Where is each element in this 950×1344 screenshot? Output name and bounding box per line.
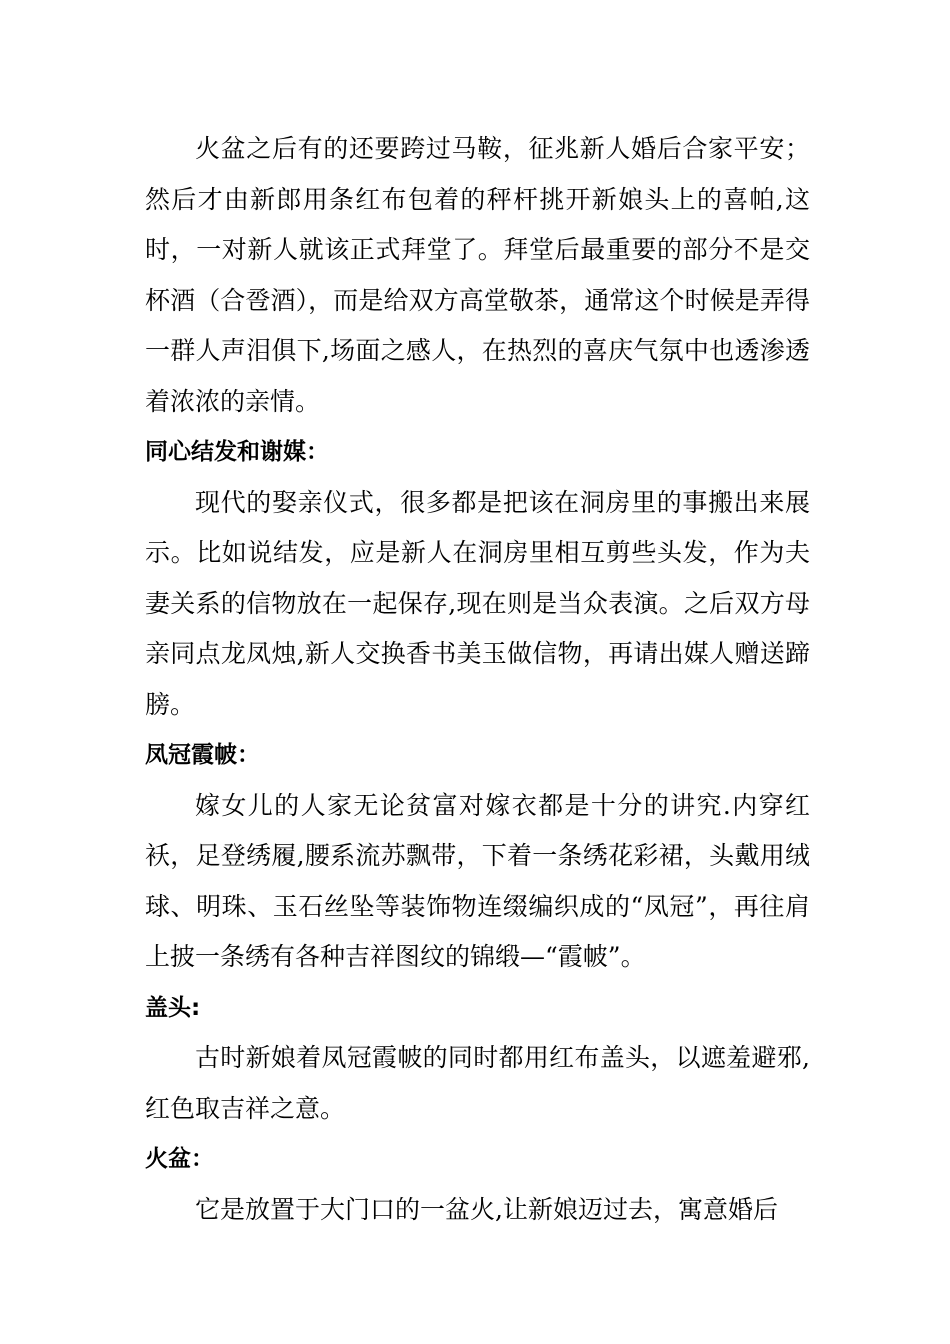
paragraph-fire-basin: 它是放置于大门口的一盆火,让新娘迈过去，寓意婚后 bbox=[195, 1194, 778, 1224]
heading-veil: 盖头: bbox=[145, 994, 201, 1021]
paragraph-veil: 古时新娘着凤冠霞帔的同时都用红布盖头，以遮羞避邪,红色取吉祥之意。 bbox=[145, 1043, 810, 1123]
paragraph-saddle-tea: 火盆之后有的还要跨过马鞍，征兆新人婚后合家平安；然后才由新郎用条红布包着的秤杆挑开新娘头上的喜帕,这时，一对新人就该正式拜堂了。拜堂后最重要的部分不是交杯酒（合卺酒），而是给双方高堂敬茶，通常这个时候是弄得一群人声泪俱下,场面之感人，在热烈的喜庆气氛中也透渗透着浓浓的亲情。 bbox=[145, 134, 810, 416]
paragraph-hair-and-matchmaker: 现代的娶亲仪式，很多都是把该在洞房里的事搬出来展示。比如说结发，应是新人在洞房里相互剪些头发，作为夫妻关系的信物放在一起保存,现在则是当众表演。之后双方母亲同点龙凤烛,新人交换香书美玉做信物，再请出媒人赠送蹄膀。 bbox=[145, 487, 810, 719]
document-page bbox=[145, 124, 810, 1235]
heading-phoenix-crown: 凤冠霞帔： bbox=[145, 742, 260, 768]
paragraph-phoenix-crown: 嫁女儿的人家无论贫富对嫁衣都是十分的讲究.内穿红袄，足登绣履,腰系流苏飘带，下着一条绣花彩裙，头戴用绒球、明珠、玉石丝坠等装饰物连缀编织成的“凤冠”，再往肩上披一条绣有各种吉祥图纹的锦缎—“霞帔”。 bbox=[145, 790, 810, 971]
heading-hair-and-matchmaker: 同心结发和谢媒： bbox=[145, 439, 329, 465]
heading-fire-basin: 火盆： bbox=[145, 1146, 214, 1172]
